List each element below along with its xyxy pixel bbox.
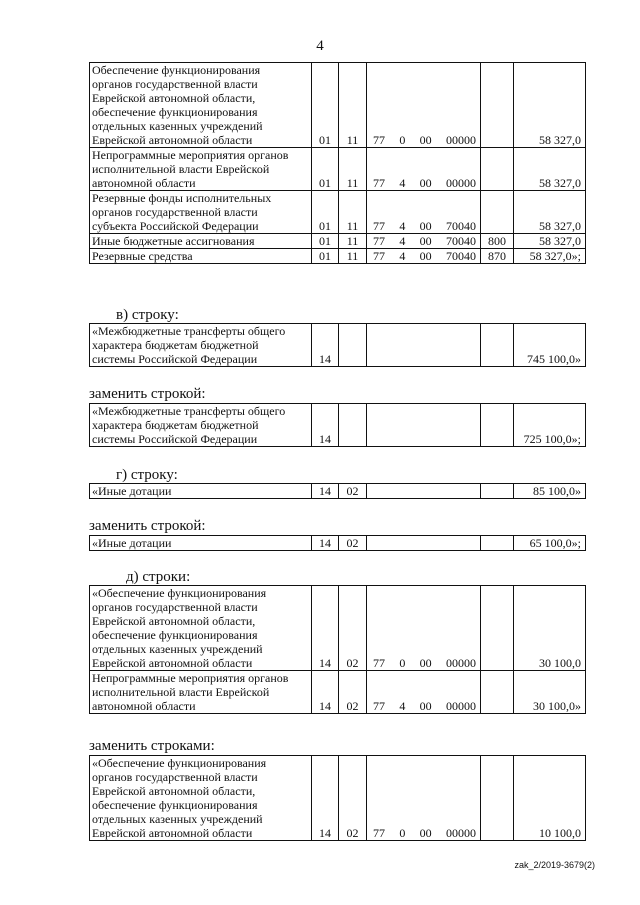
subsection-code: 11 bbox=[339, 249, 367, 264]
target-article-part: 77 bbox=[373, 219, 385, 233]
target-article-part: 0 bbox=[399, 133, 406, 147]
amount: 58 327,0 bbox=[514, 148, 586, 191]
budget-table-replace-3 bbox=[89, 755, 586, 841]
document-footer-code: zak_2/2019-3679(2) bbox=[514, 860, 595, 870]
section-code: 14 bbox=[312, 536, 339, 551]
section-code: 01 bbox=[312, 249, 339, 264]
expense-type-code bbox=[481, 63, 514, 148]
table-row bbox=[90, 234, 586, 249]
section-heading-replace-1: заменить строкой: bbox=[89, 386, 206, 402]
expense-type-code bbox=[481, 324, 514, 367]
budget-table-main bbox=[89, 62, 586, 264]
row-name: «Межбюджетные трансферты общего характера бюджетам бюджетной системы Российской Федерации bbox=[90, 404, 312, 447]
amount: 65 100,0»; bbox=[514, 536, 586, 551]
amount: 30 100,0 bbox=[514, 586, 586, 671]
target-article-part: 00 bbox=[419, 656, 432, 670]
target-article-code bbox=[367, 148, 481, 191]
budget-table-v bbox=[89, 323, 586, 367]
row-name: Иные бюджетные ассигнования bbox=[90, 234, 312, 249]
target-article-part: 00000 bbox=[445, 826, 476, 840]
target-article-part: 77 bbox=[373, 249, 385, 263]
row-name: Непрограммные мероприятия органов исполнительной власти Еврейской автономной области bbox=[90, 671, 312, 714]
budget-table-d bbox=[89, 585, 586, 714]
row-name: Резервные фонды исполнительных органов государственной власти субъекта Российской Федерации bbox=[90, 191, 312, 234]
subsection-code: 02 bbox=[339, 536, 367, 551]
target-article-part: 00000 bbox=[445, 699, 476, 713]
subsection-code bbox=[339, 404, 367, 447]
target-article-part: 00000 bbox=[445, 133, 476, 147]
amount: 745 100,0» bbox=[514, 324, 586, 367]
subsection-code: 02 bbox=[339, 671, 367, 714]
target-article-part: 00 bbox=[419, 249, 432, 263]
expense-type-code bbox=[481, 671, 514, 714]
row-name: «Обеспечение функционирования органов государственной власти Еврейской автономной области, обеспечение функционирования отдельных казенных учреждений Еврейской автономной области bbox=[90, 756, 312, 841]
target-article-part: 4 bbox=[399, 699, 406, 713]
target-article-part: 4 bbox=[399, 219, 406, 233]
expense-type-code: 800 bbox=[481, 234, 514, 249]
amount: 58 327,0»; bbox=[514, 249, 586, 264]
target-article-part: 4 bbox=[399, 176, 406, 190]
section-heading-replace-3: заменить строками: bbox=[89, 738, 215, 754]
target-article-code bbox=[367, 249, 481, 264]
target-article-part: 77 bbox=[373, 656, 385, 670]
budget-table-replace-2 bbox=[89, 535, 586, 551]
expense-type-code bbox=[481, 191, 514, 234]
row-name: «Иные дотации bbox=[90, 484, 312, 499]
subsection-code: 02 bbox=[339, 484, 367, 499]
budget-table-replace-1 bbox=[89, 403, 586, 447]
table-row bbox=[90, 536, 586, 551]
amount: 58 327,0 bbox=[514, 63, 586, 148]
section-heading-replace-2: заменить строкой: bbox=[89, 518, 206, 534]
amount: 85 100,0» bbox=[514, 484, 586, 499]
target-article-part: 77 bbox=[373, 176, 385, 190]
subsection-code: 11 bbox=[339, 191, 367, 234]
target-article-part: 00000 bbox=[445, 656, 476, 670]
expense-type-code bbox=[481, 484, 514, 499]
row-name: «Иные дотации bbox=[90, 536, 312, 551]
target-article-part: 70040 bbox=[445, 219, 476, 233]
amount: 10 100,0 bbox=[514, 756, 586, 841]
section-code: 01 bbox=[312, 63, 339, 148]
table-row bbox=[90, 63, 586, 148]
target-article-part: 00 bbox=[419, 219, 432, 233]
section-heading-g: г) строку: bbox=[116, 467, 178, 483]
target-article-code bbox=[367, 756, 481, 841]
target-article-part: 77 bbox=[373, 699, 385, 713]
target-article-part: 00 bbox=[419, 699, 432, 713]
amount: 30 100,0» bbox=[514, 671, 586, 714]
expense-type-code bbox=[481, 756, 514, 841]
section-code: 14 bbox=[312, 671, 339, 714]
table-row bbox=[90, 324, 586, 367]
amount: 58 327,0 bbox=[514, 191, 586, 234]
section-code: 14 bbox=[312, 756, 339, 841]
amount: 58 327,0 bbox=[514, 234, 586, 249]
budget-table-g bbox=[89, 483, 586, 499]
row-name: Обеспечение функционирования органов государственной власти Еврейской автономной области, обеспечение функционирования отдельных казенных учреждений Еврейской автономной области bbox=[90, 63, 312, 148]
target-article-code bbox=[367, 484, 481, 499]
subsection-code: 02 bbox=[339, 586, 367, 671]
table-row bbox=[90, 586, 586, 671]
expense-type-code: 870 bbox=[481, 249, 514, 264]
table-row bbox=[90, 404, 586, 447]
target-article-code bbox=[367, 234, 481, 249]
subsection-code: 11 bbox=[339, 234, 367, 249]
target-article-code bbox=[367, 63, 481, 148]
target-article-code bbox=[367, 404, 481, 447]
row-name: Резервные средства bbox=[90, 249, 312, 264]
amount: 725 100,0»; bbox=[514, 404, 586, 447]
row-name: Непрограммные мероприятия органов исполнительной власти Еврейской автономной области bbox=[90, 148, 312, 191]
row-name: «Межбюджетные трансферты общего характера бюджетам бюджетной системы Российской Федерации bbox=[90, 324, 312, 367]
table-row bbox=[90, 671, 586, 714]
target-article-part: 00 bbox=[419, 826, 432, 840]
section-heading-v: в) строку: bbox=[116, 307, 179, 323]
target-article-part: 77 bbox=[373, 133, 385, 147]
target-article-part: 4 bbox=[399, 249, 406, 263]
target-article-part: 00000 bbox=[445, 176, 476, 190]
table-row bbox=[90, 148, 586, 191]
target-article-code bbox=[367, 324, 481, 367]
expense-type-code bbox=[481, 536, 514, 551]
section-code: 01 bbox=[312, 234, 339, 249]
target-article-code bbox=[367, 671, 481, 714]
subsection-code: 02 bbox=[339, 756, 367, 841]
target-article-part: 0 bbox=[399, 826, 406, 840]
target-article-code bbox=[367, 586, 481, 671]
expense-type-code bbox=[481, 404, 514, 447]
section-code: 01 bbox=[312, 191, 339, 234]
target-article-part: 4 bbox=[399, 234, 406, 248]
target-article-part: 77 bbox=[373, 234, 385, 248]
subsection-code: 11 bbox=[339, 63, 367, 148]
row-name: «Обеспечение функционирования органов государственной власти Еврейской автономной области, обеспечение функционирования отдельных казенных учреждений Еврейской автономной области bbox=[90, 586, 312, 671]
target-article-part: 0 bbox=[399, 656, 406, 670]
target-article-part: 00 bbox=[419, 176, 432, 190]
table-row bbox=[90, 191, 586, 234]
section-code: 14 bbox=[312, 404, 339, 447]
target-article-code bbox=[367, 536, 481, 551]
target-article-part: 00 bbox=[419, 234, 432, 248]
section-code: 01 bbox=[312, 148, 339, 191]
target-article-part: 70040 bbox=[445, 234, 476, 248]
target-article-part: 77 bbox=[373, 826, 385, 840]
page-number: 4 bbox=[316, 38, 324, 54]
table-row bbox=[90, 756, 586, 841]
section-code: 14 bbox=[312, 586, 339, 671]
target-article-part: 00 bbox=[419, 133, 432, 147]
subsection-code: 11 bbox=[339, 148, 367, 191]
section-heading-d: д) строки: bbox=[126, 569, 191, 585]
expense-type-code bbox=[481, 148, 514, 191]
table-row bbox=[90, 484, 586, 499]
section-code: 14 bbox=[312, 324, 339, 367]
expense-type-code bbox=[481, 586, 514, 671]
target-article-code bbox=[367, 191, 481, 234]
target-article-part: 70040 bbox=[445, 249, 476, 263]
subsection-code bbox=[339, 324, 367, 367]
section-code: 14 bbox=[312, 484, 339, 499]
table-row bbox=[90, 249, 586, 264]
